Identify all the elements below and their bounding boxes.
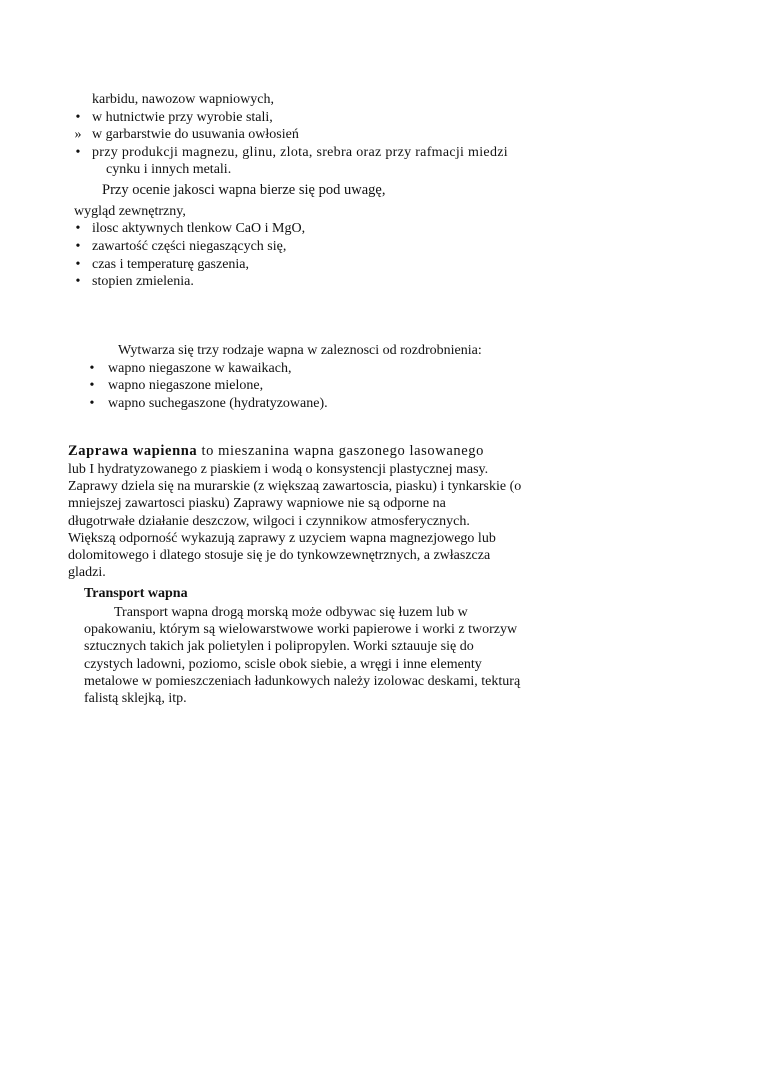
bullet-marker: • [75,257,81,272]
quality-item: czas i temperaturę gaszenia, [92,257,250,272]
bullet-marker: • [75,274,81,289]
mortar-line: Zaprawy dziela się na murarskie (z większaą zawartoscia, piasku) i tynkarskie (o [68,479,522,495]
quality-item: stopien zmielenia. [92,274,194,289]
transport-line: falistą sklejką, itp. [84,691,187,707]
bullet-marker: • [75,239,81,254]
transport-line: czystych ladowni, poziomo, scisle obok siebie, a wręgi i inne elementy [84,656,482,672]
mortar-line: dolomitowego i dlatego stosuje się je do tynkowzewnętrznych, a zwłaszcza [68,548,491,564]
mortar-line: mniejszej zawartosci piasku) Zaprawy wapniowe nie są odporne na [68,496,446,512]
bullet-marker: • [75,110,81,125]
mortar-first-line-rest: to mieszanina wapna gaszonego lasowanego [197,443,484,459]
mortar-line: lub I hydratyzowanego z piaskiem i wodą o konsystencji plastycznej masy. [68,462,489,477]
mortar-term: Zaprawa wapienna [68,443,198,459]
transport-line: metalowe w pomieszczeniach ładunkowych należy izolowac deskami, tekturą [84,673,521,689]
list1-lead-line: karbidu, nawozow wapniowych, [92,92,274,107]
types-intro: Wytwarza się trzy rodzaje wapna w zaleznosci od rozdrobnienia: [118,343,482,358]
transport-heading: Transport wapna [84,586,188,601]
bullet-marker: • [75,145,81,160]
list1-item: przy produkcji magnezu, glinu, zlota, srebra oraz przy rafmacji miedzi [92,145,508,160]
mortar-line: gladzi. [68,565,106,581]
transport-line: Transport wapna drogą morską może odbywac się łuzem lub w [114,605,468,620]
list1-item: w hutnictwie przy wyrobie stali, [92,110,273,125]
quality-item: ilosc aktywnych tlenkow CaO i MgO, [92,221,306,236]
bullet-marker: • [89,396,95,411]
bullet-marker: » [74,127,82,142]
mortar-line: Większą odporność wykazują zaprawy z uzyciem wapna magnezjowego lub [68,530,496,546]
quality-item: zawartość części niegaszących się, [92,239,287,254]
bullet-marker: • [89,361,95,376]
quality-intro: Przy ocenie jakosci wapna bierze się pod uwagę, [102,182,386,198]
mortar-first-line [68,443,484,460]
transport-paragraph [84,604,520,707]
bullet-marker: • [89,378,95,393]
list1-item: w garbarstwie do usuwania owłosień [92,127,299,142]
quality-first-line: wygląd zewnętrzny, [74,204,186,219]
bullet-marker: • [75,221,81,236]
types-item: wapno niegaszone mielone, [108,378,264,393]
types-item: wapno suchegaszone (hydratyzowane). [108,396,328,411]
types-item: wapno niegaszone w kawaikach, [108,361,292,376]
mortar-line: długotrwałe działanie deszczow, wilgoci i czynnikow atmosferycznych. [68,513,470,529]
mortar-paragraph [68,461,521,581]
transport-line: opakowaniu, którym są wielowarstwowe worki papierowe i worki z tworzyw [84,622,518,638]
list1-item-continuation: cynku i innych metali. [106,162,232,177]
transport-line: sztucznych takich jak polietylen i polipropylen. Worki sztauuje się do [84,639,474,655]
